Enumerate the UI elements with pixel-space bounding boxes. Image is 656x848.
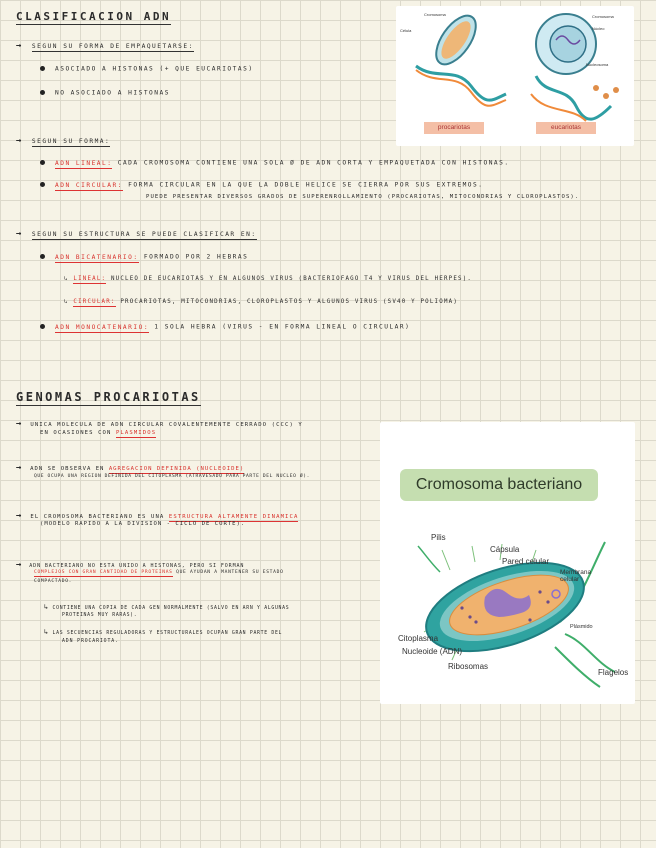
paragraph-4-cont2: COMPACTADO. [34, 579, 73, 584]
sub-item-copia: ↳ CONTIENE UNA COPIA DE CADA GEN NORMALMENTE (SALVO EN ARN Y ALGUNAS [44, 603, 290, 611]
sub-item-circular: ↳ CIRCULAR: PROCARIOTAS, MITOCONDRIAS, CLOROPLASTOS Y ALGUNOS VIRUS (SV40 Y POLIOMA) [64, 299, 459, 305]
paragraph-4: → ADN BACTERIANO NO ESTA UNIDO A HISTONAS, PERO SI FORMAN [16, 560, 245, 570]
section-title-clasificacion: CLASIFICACION ADN [16, 10, 172, 23]
figure-cromosoma-bacteriano [380, 422, 635, 704]
sub-item-copia-cont: PROTEINAS MUY RARAS). [62, 613, 138, 618]
tiny-label: Célula [400, 28, 412, 33]
sub-item-lineal: ↳ LINEAL: NUCLEO DE EUCARIOTAS Y EN ALGUNOS VIRUS (BACTERIOFAGO T4 Y VIRUS DEL HERPES). [64, 276, 473, 282]
list-item: NO ASOCIADO A HISTONAS [40, 90, 170, 97]
heading-estructura: → SEGUN SU ESTRUCTURA SE PUEDE CLASIFICAR EN: [16, 229, 257, 239]
list-item-bicatenario: ADN BICATENARIO: FORMADO POR 2 HEBRAS [40, 254, 248, 261]
paragraph-2-cont: QUE OCUPA UNA REGION DEFINIDA DEL CITOPLASMA (ATRAVESADO PARA PARTE DEL NUCLEO Ø). [34, 474, 310, 479]
list-item-adn-lineal: ADN LINEAL: CADA CROMOSOMA CONTIENE UNA SOLA Ø DE ADN CORTA Y EMPAQUETADA CON HISTONAS. [40, 160, 510, 167]
text-circular-cont: PUEDE PRESENTAR DIVERSOS GRADOS DE SUPERENROLLAMIENTO (PROCARIOTAS, MITOCONDRIAS Y CLOROPLASTOS). [146, 194, 580, 200]
tiny-label: Cromosoma [424, 12, 446, 17]
paragraph-3-cont: (MODELO RAPIDO A LA DIVISION - CICLO DE CORTE). [40, 521, 246, 527]
list-item-adn-circular: ADN CIRCULAR: FORMA CIRCULAR EN LA QUE LA DOBLE HELICE SE CIERRA POR SUS EXTREMOS. [40, 182, 484, 189]
figure-title: Cromosoma bacteriano [400, 469, 598, 501]
heading-segun-forma: → SEGUN SU FORMA: [16, 136, 111, 146]
label-pared: Pared celular [502, 557, 550, 566]
sub-item-secuencias: ↳ LAS SECUENCIAS REGULADORAS Y ESTRUCTURALES OCUPAN GRAN PARTE DEL [44, 628, 283, 636]
label-plasmido: Plásmido [570, 624, 593, 630]
sub-item-secuencias-cont: ADN PROCARIOTA. [62, 639, 119, 644]
heading-forma-empaquetarse: → SEGUN SU FORMA DE EMPAQUETARSE: [16, 41, 194, 51]
label-procariotas: procariotas [424, 122, 484, 134]
paragraph-1: → UNICA MOLECULA DE ADN CIRCULAR COVALENTEMENTE CERRADO (CCC) Y [16, 419, 303, 429]
paragraph-2: → ADN SE OBSERVA EN AGREGACION DEFINIDA (NUCLEOIDE) [16, 463, 245, 473]
paragraph-3: → EL CROMOSOMA BACTERIANO ES UNA ESTRUCTURA ALTAMENTE DINAMICA [16, 511, 299, 521]
label-nucleoide: Nucleoide (ADN) [402, 647, 463, 656]
label-pilis: Pilis [431, 533, 446, 542]
label-eucariotas: eucariotas [536, 122, 596, 134]
label-flagelos: Flagelos [598, 668, 629, 677]
figure-prok-euk [396, 6, 634, 146]
section-title-genomas: GENOMAS PROCARIOTAS [16, 390, 201, 404]
paragraph-1-cont: EN OCASIONES CON PLASMIDOS [40, 430, 157, 436]
label-capsula: Cápsula [490, 545, 520, 554]
label-membrana: Membrana celular [560, 569, 592, 583]
list-item-monocatenario: ADN MONOCATENARIO: 1 SOLA HEBRA (VIRUS - EN FORMA LINEAL O CIRCULAR) [40, 324, 410, 331]
label-citoplasma: Citoplasma [398, 634, 439, 643]
list-item: ASOCIADO A HISTONAS (+ QUE EUCARIOTAS) [40, 66, 254, 73]
label-ribosomas: Ribosomas [448, 662, 489, 671]
paragraph-4-cont: COMPLEJOS CON GRAN CANTIDAD DE PROTEINAS QUE AYUDAN A MANTENER SU ESTADO [34, 570, 284, 575]
tiny-label: Núcleo [592, 26, 605, 31]
tiny-label: Nucleosoma [586, 62, 609, 67]
tiny-label: Cromosoma [592, 14, 614, 19]
